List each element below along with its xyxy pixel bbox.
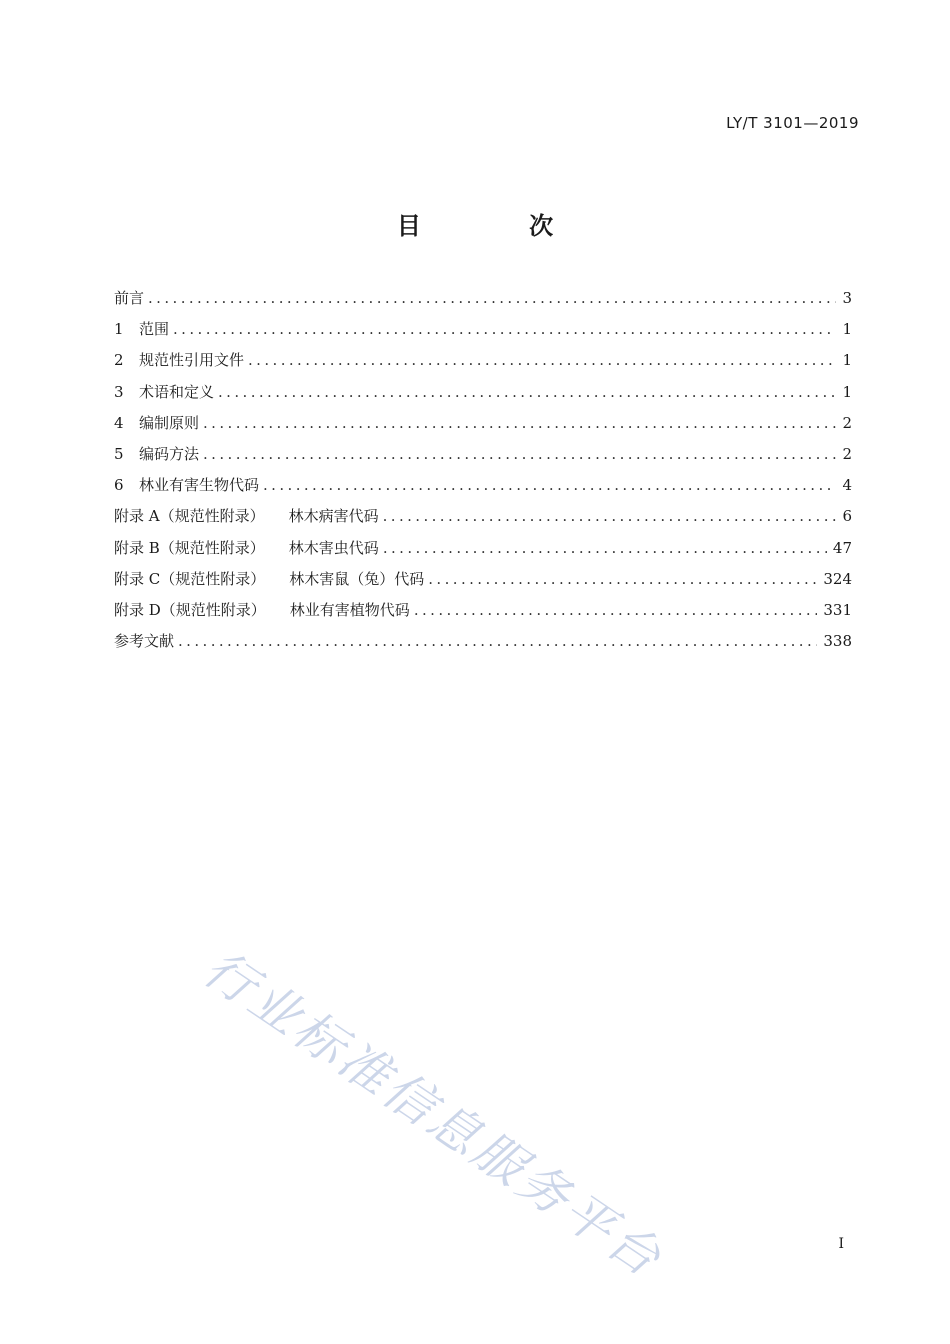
toc-entry-page: 3 — [842, 289, 852, 307]
toc-entry-number: 4 — [114, 413, 124, 432]
toc-leader-dots — [414, 598, 818, 622]
toc-entry-number: 1 — [114, 320, 124, 339]
toc-entry-page: 4 — [842, 476, 852, 495]
toc-entry-subtitle: 林木害虫代码 — [288, 538, 379, 557]
toc-entry-page: 1 — [842, 351, 852, 370]
toc-leader-dots — [263, 473, 836, 497]
toc-entry-appendix-a[interactable] — [114, 504, 852, 535]
toc-entry-page: 2 — [842, 444, 852, 463]
toc-entry-label: 参考文献 — [114, 632, 175, 651]
toc-entry-number: 2 — [114, 351, 124, 370]
toc-title: 目 次 — [396, 212, 604, 240]
toc-entry-page: 47 — [832, 538, 852, 557]
toc-entry-page: 1 — [842, 382, 852, 401]
toc-entry-page: 6 — [842, 507, 852, 526]
toc-entry-page: 2 — [842, 413, 852, 432]
toc-entry-subtitle: 林业有害植物代码 — [289, 600, 410, 619]
toc-entry-label: 附录 B（规范性附录） — [114, 538, 265, 557]
toc-entry-appendix-c[interactable] — [114, 567, 852, 598]
toc-entry-page: 338 — [823, 632, 852, 651]
toc-leader-dots — [178, 629, 817, 653]
toc-entry-subtitle: 林木病害代码 — [288, 507, 379, 526]
toc-entry-label: 林业有害生物代码 — [139, 476, 260, 495]
document-code: LY/T 3101—2019 — [726, 114, 859, 132]
toc-entry-page: 1 — [842, 320, 852, 339]
watermark-text: 行业标准信息服务平台 — [193, 939, 674, 1290]
toc-entry-number: 5 — [114, 444, 124, 463]
toc-entry-label: 附录 C（规范性附录） — [114, 569, 266, 588]
toc-entry-label: 编制原则 — [139, 413, 200, 432]
toc-entry-label: 编码方法 — [139, 444, 200, 463]
toc-entry-appendix-b[interactable] — [114, 536, 852, 567]
toc-leader-dots — [173, 317, 836, 341]
toc-leader-dots — [383, 536, 827, 560]
toc-entry-label: 术语和定义 — [139, 382, 215, 401]
toc-entry-label: 规范性引用文件 — [139, 351, 245, 370]
toc-leader-dots — [218, 380, 836, 404]
toc-leader-dots — [428, 567, 817, 591]
toc-entry-pest-codes[interactable] — [114, 473, 852, 504]
toc-entry-page: 331 — [823, 600, 852, 619]
toc-entry-terms-definitions[interactable] — [114, 380, 852, 411]
toc-entry-normative-references[interactable] — [114, 348, 852, 379]
toc-entry-coding-method[interactable] — [114, 442, 852, 473]
toc-entry-bibliography[interactable] — [114, 629, 852, 660]
toc-entry-label: 范围 — [139, 320, 170, 339]
toc-entry-principles[interactable] — [114, 411, 852, 442]
toc-entry-label: 附录 A（规范性附录） — [114, 507, 265, 526]
toc-leader-dots — [248, 348, 836, 372]
toc-leader-dots — [203, 442, 836, 466]
toc-entry-label: 附录 D（规范性附录） — [114, 600, 266, 619]
toc-entry-label: 前言 — [114, 289, 145, 307]
toc-entry-number: 6 — [114, 476, 124, 495]
toc-leader-dots — [203, 411, 836, 435]
toc-entry-foreword[interactable] — [114, 286, 852, 317]
toc-entry-scope[interactable] — [114, 317, 852, 348]
toc-leader-dots — [383, 504, 836, 528]
toc-entry-appendix-d[interactable] — [114, 598, 852, 629]
toc-entry-number: 3 — [114, 382, 124, 401]
toc-entry-subtitle: 林木害鼠（兔）代码 — [289, 569, 425, 588]
page-number: I — [838, 1236, 844, 1252]
toc-entry-page: 324 — [823, 569, 852, 588]
toc-leader-dots — [148, 286, 836, 310]
table-of-contents — [114, 286, 852, 660]
